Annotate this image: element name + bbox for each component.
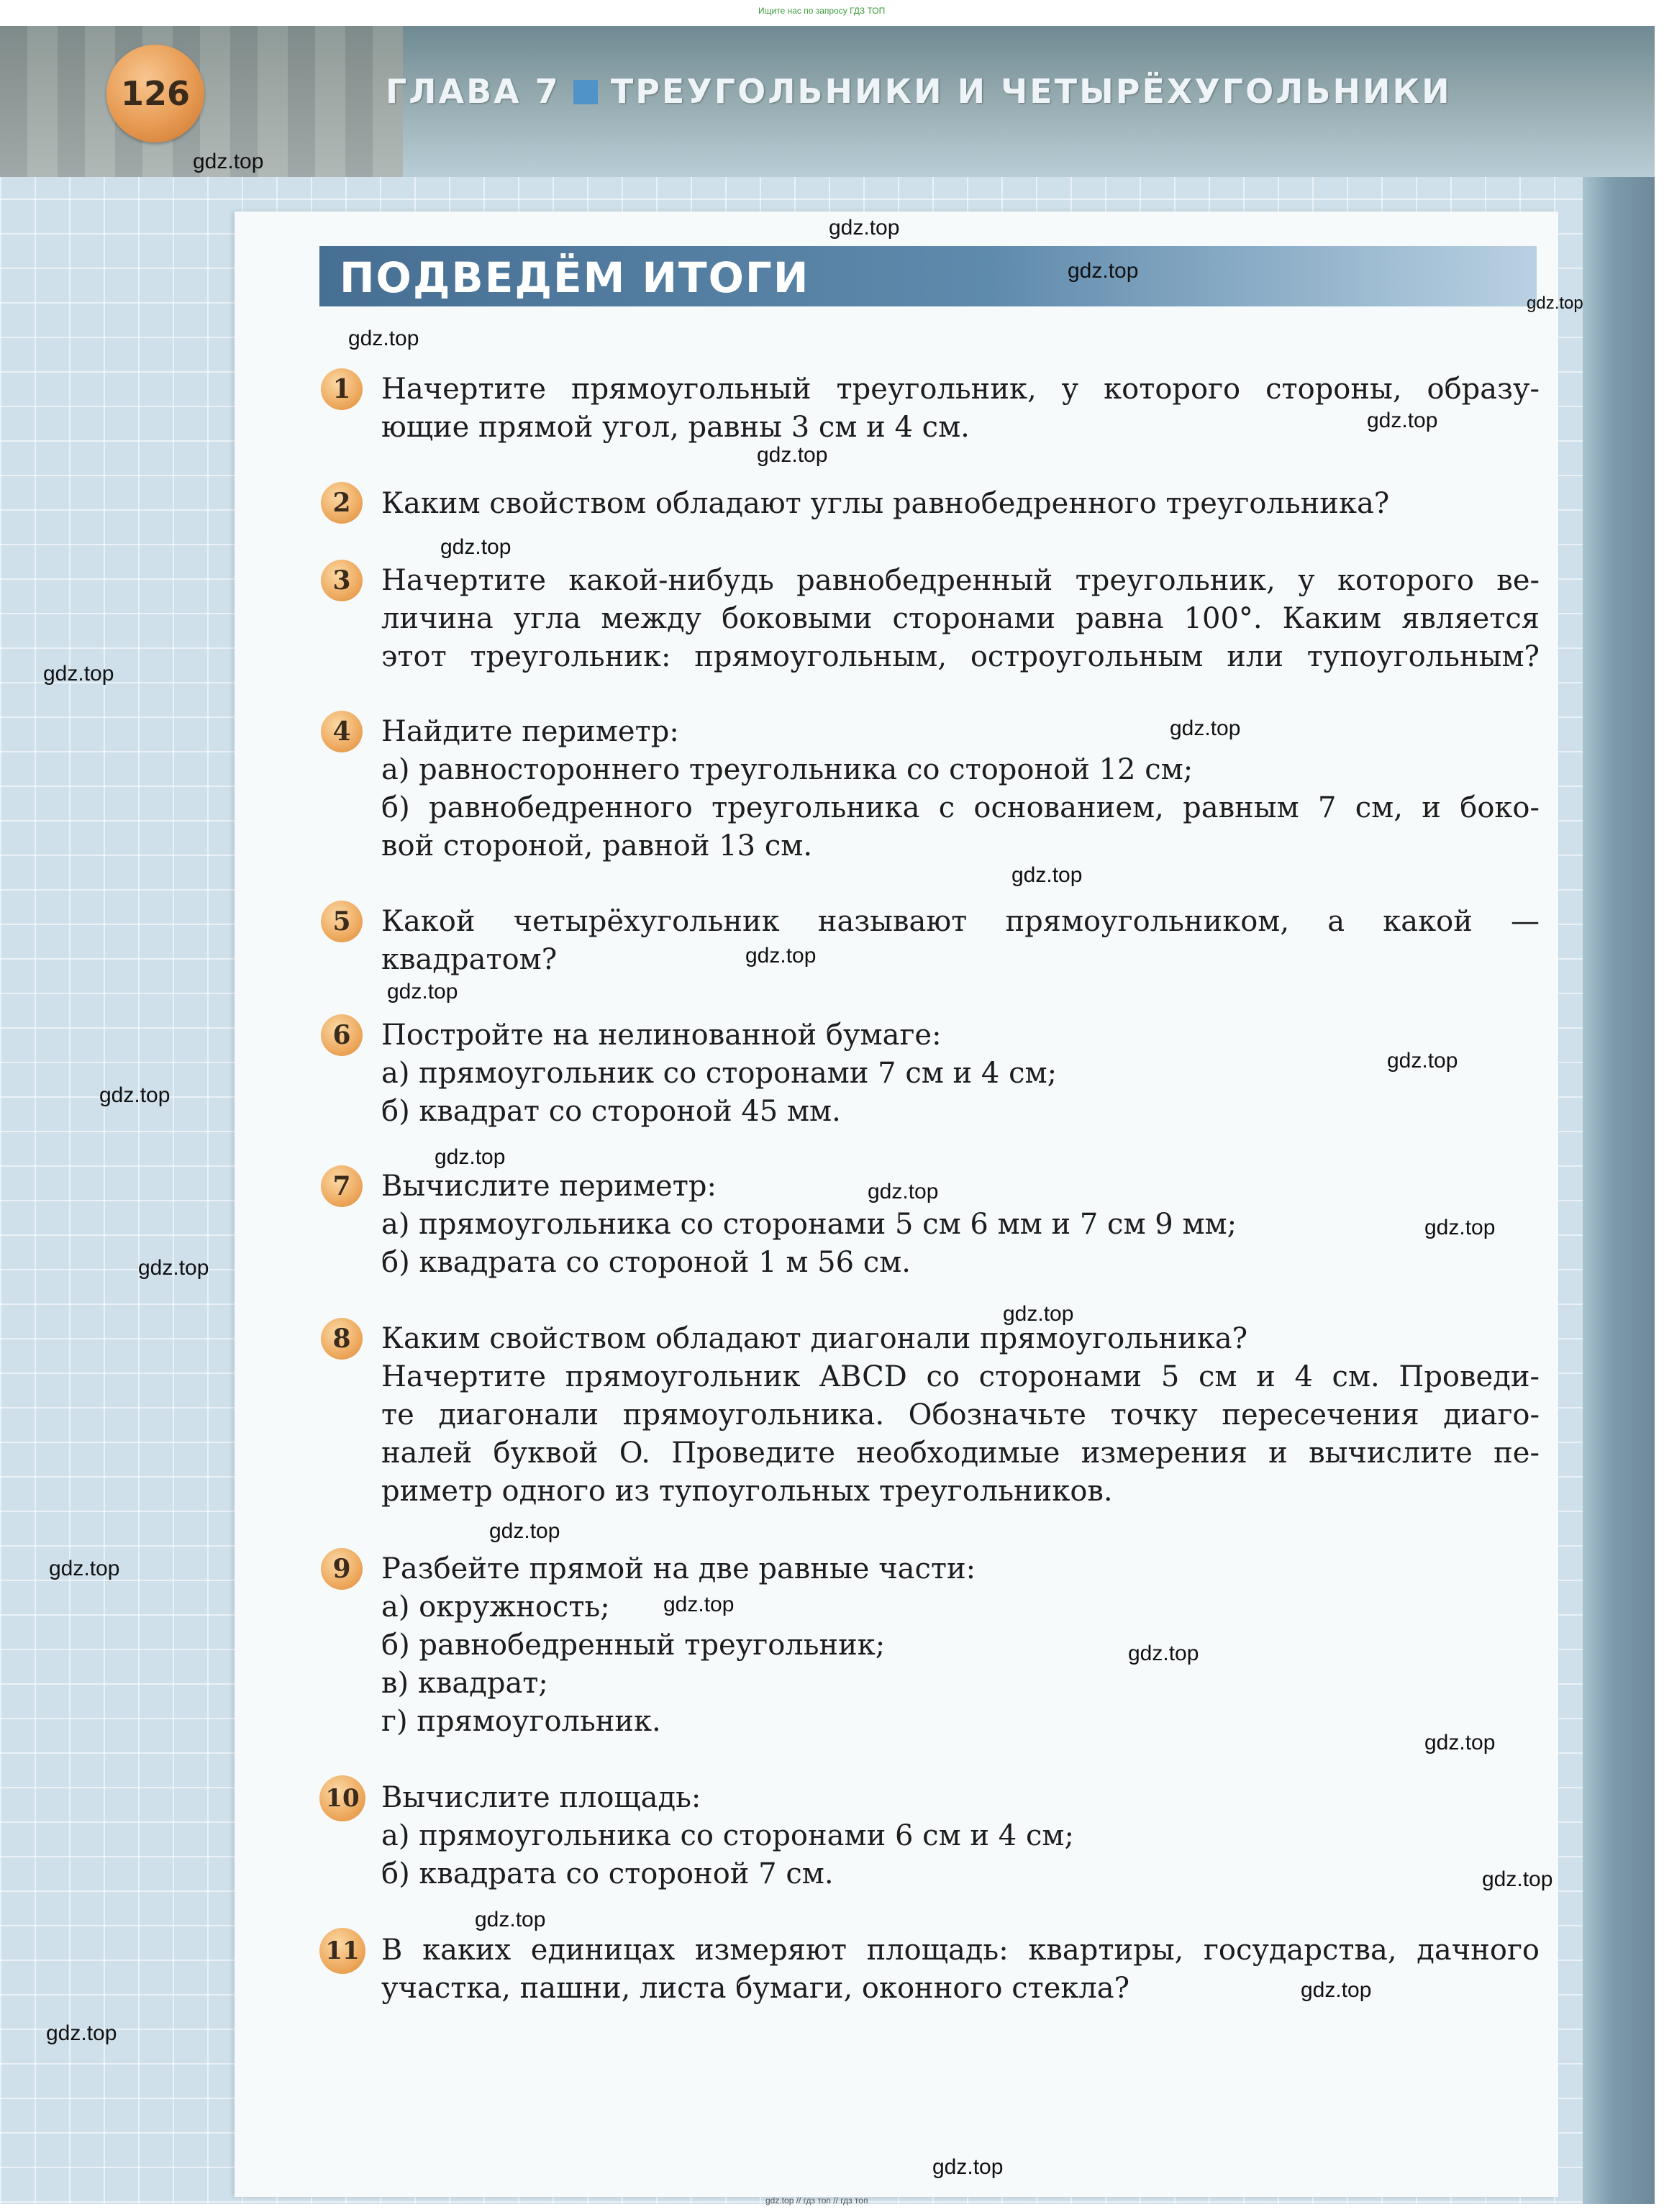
question-1-line: ющие прямой угол, равны 3 см и 4 см. <box>381 411 970 444</box>
question-number-2: 2 <box>321 482 363 524</box>
question-3-line: личина угла между боковыми сторонами равна 100°. Каким является <box>381 602 1540 635</box>
watermark: gdz.top <box>435 1145 506 1169</box>
question-4-line: вой стороной, равной 13 см. <box>381 829 813 863</box>
watermark: gdz.top <box>1482 1867 1553 1891</box>
question-8-line: налей буквой O. Проведите необходимые измерения и вычислите пе- <box>381 1437 1540 1470</box>
watermark: gdz.top <box>1011 863 1083 887</box>
watermark: gdz.top <box>1301 1978 1372 2002</box>
question-9-line: Разбейте прямой на две равные части: <box>381 1552 976 1585</box>
question-number-9: 9 <box>321 1548 363 1590</box>
watermark: gdz.top <box>757 443 828 467</box>
watermark: gdz.top <box>46 2021 117 2045</box>
watermark: gdz.top <box>1003 1302 1074 1326</box>
question-number-3: 3 <box>321 560 363 601</box>
question-10-line: б) квадрата со стороной 7 см. <box>381 1857 834 1890</box>
bottom-note: gdz.top // гдз топ // гдз топ <box>765 2195 868 2206</box>
watermark: gdz.top <box>829 216 900 240</box>
question-number-11: 11 <box>319 1928 365 1974</box>
watermark: gdz.top <box>440 535 512 559</box>
question-number-7: 7 <box>321 1165 363 1207</box>
watermark: gdz.top <box>43 662 114 686</box>
question-9-line: а) окружность; <box>381 1590 610 1624</box>
watermark: gdz.top <box>99 1083 171 1107</box>
question-11-line: В каких единицах измеряют площадь: квартиры, государства, дачного <box>381 1934 1540 1967</box>
watermark: gdz.top <box>1527 293 1583 313</box>
question-8-line: риметр одного из тупоугольных треугольников. <box>381 1475 1113 1508</box>
question-10-line: а) прямоугольника со сторонами 6 см и 4 см; <box>381 1819 1074 1852</box>
watermark: gdz.top <box>745 944 817 968</box>
watermark: gdz.top <box>387 980 458 1003</box>
question-8-line: Каким свойством обладают диагонали прямоугольника? <box>381 1322 1248 1355</box>
question-9-line: в) квадрат; <box>381 1667 548 1700</box>
question-7-line: б) квадрата со стороной 1 м 56 см. <box>381 1246 911 1279</box>
watermark: gdz.top <box>1128 1642 1199 1665</box>
question-3-line: Начертите какой-нибудь равнобедренный треугольник, у которого ве- <box>381 564 1540 597</box>
chapter-name: ТРЕУГОЛЬНИКИ И ЧЕТЫРЁХУГОЛЬНИКИ <box>610 72 1452 111</box>
watermark: gdz.top <box>1170 716 1241 740</box>
question-4-line: а) равностороннего треугольника со стороной 12 см; <box>381 753 1194 786</box>
question-5-line: Какой четырёхугольник называют прямоугольником, а какой — <box>381 905 1540 938</box>
question-10-line: Вычислите площадь: <box>381 1781 701 1814</box>
chapter-title <box>386 72 1452 111</box>
question-11-line: участка, пашни, листа бумаги, оконного стекла? <box>381 1972 1130 2005</box>
watermark: gdz.top <box>1367 409 1438 432</box>
question-number-1: 1 <box>321 368 363 410</box>
chapter-label: ГЛАВА 7 <box>386 72 560 111</box>
question-number-6: 6 <box>321 1014 363 1056</box>
question-number-8: 8 <box>321 1318 363 1360</box>
watermark: gdz.top <box>868 1180 939 1203</box>
watermark: gdz.top <box>348 327 419 350</box>
question-7-line: Вычислите периметр: <box>381 1170 717 1203</box>
page-number-badge <box>106 45 204 142</box>
watermark: gdz.top <box>489 1519 560 1543</box>
watermark: gdz.top <box>138 1256 209 1280</box>
section-title: ПОДВЕДЁМ ИТОГИ <box>340 253 810 302</box>
question-6-line: а) прямоугольник со сторонами 7 см и 4 см; <box>381 1057 1058 1090</box>
question-number-4: 4 <box>321 711 363 752</box>
question-8-line: те диагонали прямоугольника. Обозначьте точку пересечения диаго- <box>381 1398 1540 1432</box>
question-2-line: Каким свойством обладают углы равнобедренного треугольника? <box>381 487 1390 520</box>
watermark: gdz.top <box>49 1557 120 1580</box>
question-9-line: г) прямоугольник. <box>381 1705 661 1738</box>
watermark: gdz.top <box>1424 1731 1496 1754</box>
watermark: gdz.top <box>1424 1216 1496 1239</box>
question-number-5: 5 <box>321 901 363 942</box>
watermark: gdz.top <box>1068 259 1139 283</box>
question-1-line: Начертите прямоугольный треугольник, у которого стороны, образу- <box>381 373 1540 406</box>
question-4-line: б) равнобедренного треугольника с основанием, равным 7 см, и боко- <box>381 791 1540 824</box>
question-6-line: Постройте на нелинованной бумаге: <box>381 1019 942 1052</box>
question-6-line: б) квадрат со стороной 45 мм. <box>381 1095 841 1128</box>
question-5-line: квадратом? <box>381 943 558 976</box>
watermark: gdz.top <box>1387 1049 1458 1073</box>
question-number-10: 10 <box>319 1775 365 1821</box>
watermark: gdz.top <box>475 1908 546 1931</box>
top-note: Ищите нас по запросу ГДЗ ТОП <box>758 6 886 16</box>
watermark: gdz.top <box>193 150 264 173</box>
question-9-line: б) равнобедренный треугольник; <box>381 1629 886 1662</box>
question-4-line: Найдите периметр: <box>381 715 679 748</box>
page-edge <box>1583 26 1655 2204</box>
watermark: gdz.top <box>663 1593 735 1616</box>
question-3-line: этот треугольник: прямоугольным, остроугольным или тупоугольным? <box>381 640 1540 673</box>
watermark: gdz.top <box>932 2155 1004 2179</box>
chapter-separator-square <box>573 80 598 104</box>
question-8-line: Начертите прямоугольник ABCD со сторонами 5 см и 4 см. Проведи- <box>381 1360 1540 1393</box>
page-number: 126 <box>120 74 191 113</box>
question-7-line: а) прямоугольника со сторонами 5 см 6 мм и 7 см 9 мм; <box>381 1208 1237 1241</box>
